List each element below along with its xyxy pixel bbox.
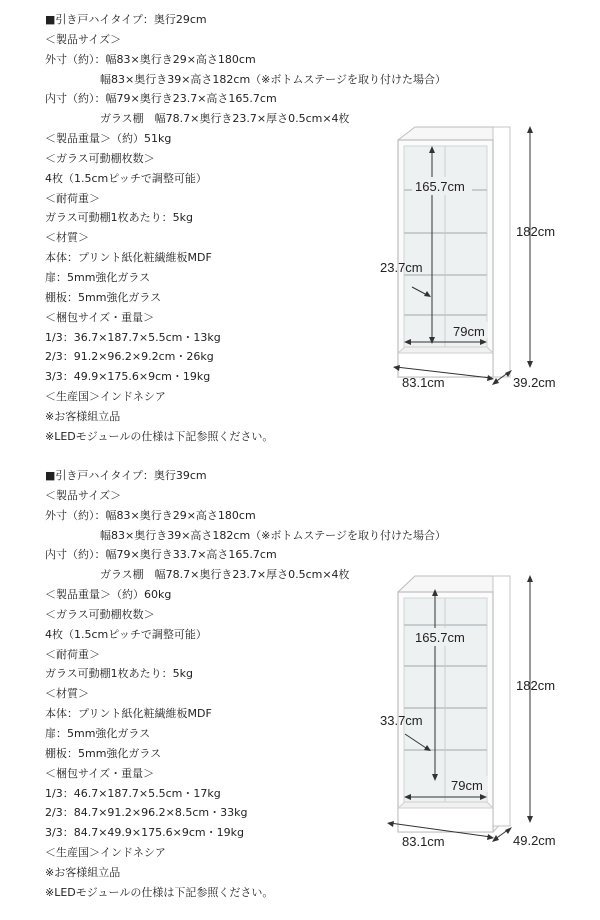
spec-line: 扉：5mm強化ガラス bbox=[45, 270, 151, 284]
inner-depth-label: 33.7cm bbox=[380, 713, 423, 728]
inner-height-label: 165.7cm bbox=[415, 179, 465, 194]
spec-line: 本体：プリント紙化粧繊維板MDF bbox=[45, 707, 212, 721]
outer-width-label: 83.1cm bbox=[402, 834, 445, 849]
spec-line: ガラス棚 幅78.7×奥行き23.7×厚さ0.5cm×4枚 bbox=[100, 568, 350, 582]
spec-line: ＜製品サイズ＞ bbox=[45, 32, 122, 46]
spec-line: 4枚（1.5cmピッチで調整可能） bbox=[45, 171, 207, 185]
spec-line: ＜梱包サイズ・重量＞ bbox=[45, 766, 155, 780]
spec-line: ガラス可動棚1枚あたり：5kg bbox=[45, 211, 194, 225]
spec-line: 本体：プリント紙化粧繊維板MDF bbox=[45, 251, 212, 265]
inner-depth-label: 23.7cm bbox=[380, 260, 423, 275]
spec-line: ※LEDモジュールの仕様は下記参照ください。 bbox=[45, 429, 274, 443]
cabinet-diagram-2 bbox=[375, 570, 575, 855]
total-height-label: 182cm bbox=[516, 678, 556, 693]
spec-line: ＜生産国＞インドネシア bbox=[45, 846, 166, 860]
spec-title: ■引き戸ハイタイプ：奥行29cm bbox=[45, 13, 207, 26]
spec-line: 3/3：84.7×49.9×175.6×9cm・19kg bbox=[45, 826, 244, 840]
spec-title: ■引き戸ハイタイプ：奥行39cm bbox=[45, 469, 207, 482]
inner-height-label: 165.7cm bbox=[415, 630, 465, 645]
spec-line: ＜ガラス可動棚枚数＞ bbox=[45, 151, 155, 165]
cabinet-diagram-1 bbox=[375, 115, 575, 400]
spec-line: 内寸（約）：幅79×奥行き33.7×高さ165.7cm bbox=[45, 548, 277, 562]
spec-line: 1/3：46.7×187.7×5.5cm・17kg bbox=[45, 786, 221, 800]
spec-line: ＜材質＞ bbox=[45, 231, 89, 245]
spec-line: ※お客様組立品 bbox=[45, 409, 121, 423]
spec-line: 内寸（約）：幅79×奥行き23.7×高さ165.7cm bbox=[45, 92, 277, 106]
spec-line: 扉：5mm強化ガラス bbox=[45, 726, 151, 740]
spec-line: ガラス可動棚1枚あたり：5kg bbox=[45, 667, 194, 681]
inner-width-label: 79cm bbox=[451, 778, 483, 793]
total-height-label: 182cm bbox=[516, 224, 556, 239]
spec-line: 外寸（約）：幅83×奥行き29×高さ180cm bbox=[45, 52, 256, 66]
spec-line: ＜製品重量＞（約）51kg bbox=[45, 132, 172, 146]
spec-line: ＜耐荷重＞ bbox=[45, 191, 100, 205]
spec-line: ＜ガラス可動棚枚数＞ bbox=[45, 607, 155, 621]
outer-width-label: 83.1cm bbox=[402, 375, 445, 390]
spec-line: ※LEDモジュールの仕様は下記参照ください。 bbox=[45, 885, 274, 899]
spec-line: 外寸（約）：幅83×奥行き29×高さ180cm bbox=[45, 508, 256, 522]
spec-line: 2/3：91.2×96.2×9.2cm・26kg bbox=[45, 350, 214, 364]
spec-line: ※お客様組立品 bbox=[45, 865, 121, 879]
spec-line: 棚板：5mm強化ガラス bbox=[45, 746, 162, 760]
spec-line: 2/3：84.7×91.2×96.2×8.5cm・33kg bbox=[45, 806, 248, 820]
spec-line: ＜製品サイズ＞ bbox=[45, 488, 122, 502]
spec-line: ＜生産国＞インドネシア bbox=[45, 390, 166, 404]
spec-line: ガラス棚 幅78.7×奥行き23.7×厚さ0.5cm×4枚 bbox=[100, 112, 350, 126]
spec-line: ＜耐荷重＞ bbox=[45, 647, 100, 661]
spec-line: 4枚（1.5cmピッチで調整可能） bbox=[45, 627, 207, 641]
spec-line: ＜製品重量＞（約）60kg bbox=[45, 588, 172, 602]
outer-depth-label: 49.2cm bbox=[513, 833, 556, 848]
spec-line: 1/3：36.7×187.7×5.5cm・13kg bbox=[45, 330, 221, 344]
spec-line: ＜梱包サイズ・重量＞ bbox=[45, 310, 155, 324]
spec-line: 幅83×奥行き39×高さ182cm（※ボトムステージを取り付けた場合） bbox=[100, 528, 446, 542]
spec-line: 3/3：49.9×175.6×9cm・19kg bbox=[45, 370, 211, 384]
inner-width-label: 79cm bbox=[453, 324, 485, 339]
outer-depth-label: 39.2cm bbox=[513, 375, 556, 390]
spec-line: 幅83×奥行き39×高さ182cm（※ボトムステージを取り付けた場合） bbox=[100, 72, 446, 86]
spec-line: ＜材質＞ bbox=[45, 687, 89, 701]
spec-line: 棚板：5mm強化ガラス bbox=[45, 290, 162, 304]
